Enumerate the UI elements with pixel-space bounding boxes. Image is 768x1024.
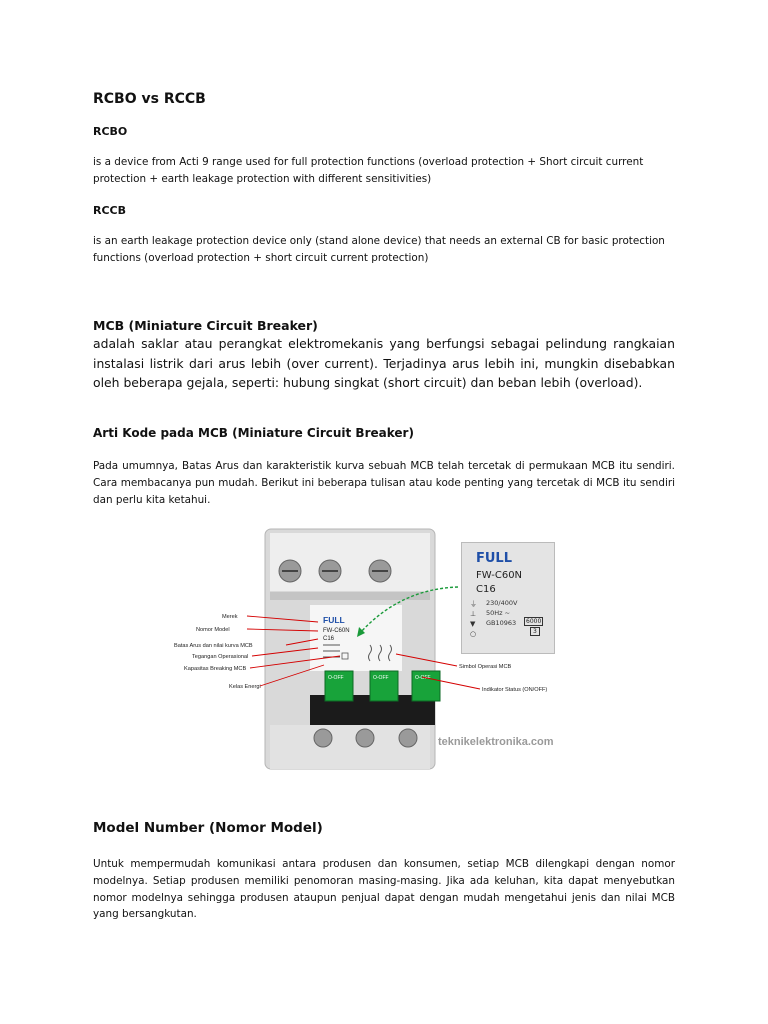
inset-model: FW-C60N bbox=[476, 570, 523, 581]
label-tegangan: Tegangan Operasional bbox=[192, 654, 249, 660]
top-screws bbox=[279, 560, 391, 582]
inset-symbols: ⏚ ⊥ ▼ ○ bbox=[470, 600, 477, 638]
rcbo-heading: RCBO bbox=[93, 125, 128, 138]
inset-class: 3 bbox=[530, 627, 540, 636]
watermark: teknikelektronika.com bbox=[438, 736, 554, 748]
model-number-heading: Model Number (Nomor Model) bbox=[93, 820, 323, 836]
rccb-text: is an earth leakage protection device only (stand alone device) that needs an external CB for basic protection functions (overload protection + short circuit current protection) bbox=[93, 235, 665, 264]
label-indikator-status: Indikator Status (ON/OFF) bbox=[482, 687, 548, 693]
label-inset bbox=[461, 542, 555, 654]
label-merek: Merek bbox=[222, 614, 238, 620]
device-rating: C16 bbox=[323, 636, 335, 642]
inset-breaking: 6000 bbox=[526, 618, 542, 625]
label-simbol-operasi: Simbol Operasi MCB bbox=[459, 664, 512, 670]
rccb-heading: RCCB bbox=[93, 204, 126, 217]
mcb-text: adalah saklar atau perangkat elektromekanis yang berfungsi sebagai pelindung rangkaian instalasi listrik dari arus lebih (over current). Terjadinya arus lebih ini, mungkin disebabkan oleh beberapa gejala, seperti: hubung singkat (short circuit) dan beban lebih (overload). bbox=[93, 336, 675, 390]
inset-freq: 50Hz ~ bbox=[486, 609, 511, 617]
inset-brand: FULL bbox=[476, 551, 513, 566]
left-annotations bbox=[174, 614, 261, 690]
arti-text: Pada umumnya, Batas Arus dan karakteristik kurva sebuah MCB telah tercetak di permukaan MCB itu sendiri. Cara membacanya pun mudah. Berikut ini beberapa tulisan atau kode penting yang tercetak di MCB itu sendiri dan perlu kita ketahui. bbox=[93, 460, 675, 506]
switch-handles bbox=[325, 671, 440, 701]
right-annotations bbox=[459, 664, 547, 693]
inset-voltage: 230/400V bbox=[486, 599, 518, 607]
rcbo-text: is a device from Acti 9 range used for full protection functions (overload protection + Short circuit current protection + earth leakage protection with different sensitivities) bbox=[93, 156, 644, 185]
page-title: RCBO vs RCCB bbox=[93, 91, 206, 107]
switch-label: O-OFF bbox=[373, 675, 389, 681]
label-kelas-energi: Kelas Energi bbox=[229, 684, 261, 690]
device-brand: FULL bbox=[323, 615, 345, 625]
inset-standard: GB10963 bbox=[486, 619, 517, 627]
inset-rating: C16 bbox=[476, 584, 496, 595]
model-number-text: Untuk mempermudah komunikasi antara produsen dan konsumen, setiap MCB dilengkapi dengan nomor modelnya. Setiap produsen memiliki penomoran masing-masing. Jika ada keluhan, kita dapat menyebutkan nomor modelnya sehingga produsen ataupun penjual dapat dengan mudah mengetahui jenis dan nilai MCB yang bersangkutan. bbox=[93, 858, 675, 921]
label-kapasitas: Kapasitas Breaking MCB bbox=[184, 666, 247, 672]
switch-label: O-OFF bbox=[415, 675, 431, 681]
mcb-heading: MCB (Miniature Circuit Breaker) bbox=[93, 318, 318, 333]
bottom-screws bbox=[314, 729, 417, 747]
label-batas-arus: Batas Arus dan nilai kurva MCB bbox=[174, 643, 253, 649]
device-model: FW-C60N bbox=[323, 628, 350, 634]
switch-label: O-OFF bbox=[328, 675, 344, 681]
arti-heading: Arti Kode pada MCB (Miniature Circuit Breaker) bbox=[93, 426, 414, 440]
label-nomor-model: Nomor Model bbox=[196, 627, 230, 633]
